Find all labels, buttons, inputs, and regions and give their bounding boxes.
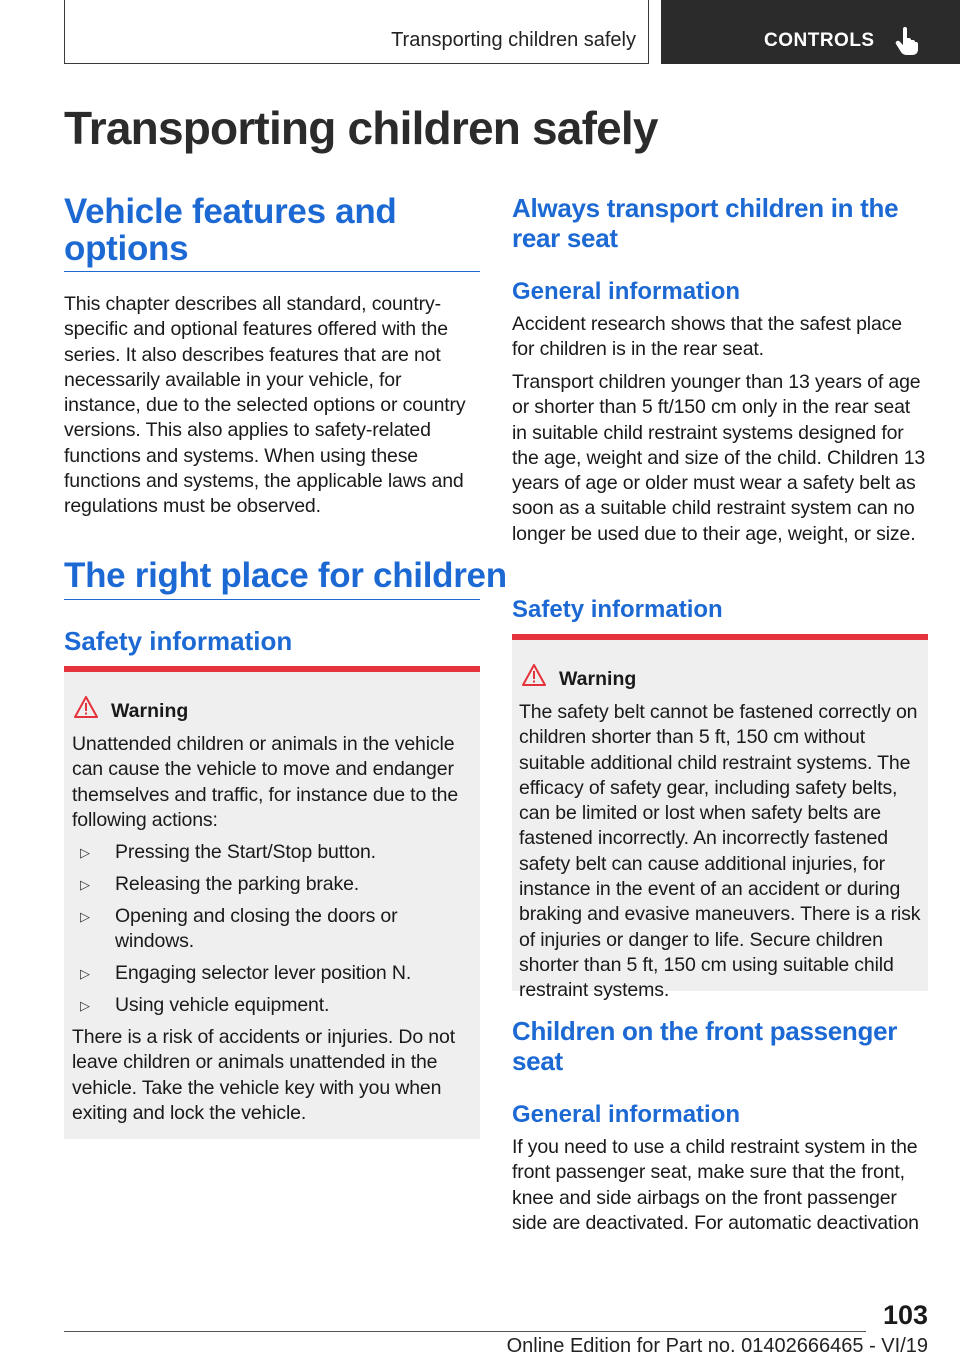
warning-label: Warning bbox=[111, 700, 189, 722]
section-label: CONTROLS bbox=[764, 30, 875, 51]
warning-text: The safety belt cannot be fastened correctly on children shorter than 5 ft, 150 cm without suitable additional child restraint systems. The efficacy of safety gear, including safety belts, can be limited or lost when safety belts are fastened incorrectly. An incorrectly fastened safety belt can cause additional injuries, for instance in the event of an accident or during braking and evasive maneuvers. There is a risk of injuries or danger to life. Secure children shorter than 5 ft, 150 cm using suitable child restraint systems. bbox=[519, 701, 921, 1002]
general-info-heading: General information bbox=[512, 278, 741, 305]
warning-triangle-icon bbox=[74, 696, 98, 718]
warning-intro: Unattended children or animals in the vehicle can cause the vehicle to move and endanger themselves and traffic, for instance due to the following actions: bbox=[72, 733, 459, 831]
vehicle-features-text: This chapter describes all standard, country-specific and optional features offered with the series. It also describes features that are not necessarily available in your vehicle, for instance, due to the selected options or country versions. This also applies to safety-related functions and systems. When using these functions and systems, the applicable laws and regulations must be observed. bbox=[64, 293, 466, 518]
edition-footer: Online Edition for Part no. 01402666465 - VI/19 bbox=[506, 1335, 928, 1357]
warning-outro: There is a risk of accidents or injuries. Do not leave children or animals unattended in the vehicle. Take the vehicle key with you when exiting and lock the vehicle. bbox=[72, 1026, 455, 1124]
triangle-bullet-icon: ▷ bbox=[80, 877, 90, 892]
page-title: Transporting children safely bbox=[64, 102, 658, 154]
rear-seat-heading: Always transport children in the rear seat bbox=[512, 193, 899, 253]
section-rule bbox=[64, 599, 480, 600]
warning-box-right bbox=[512, 634, 928, 1002]
triangle-bullet-icon: ▷ bbox=[80, 998, 90, 1013]
right-place-heading: The right place for children bbox=[64, 556, 507, 595]
list-item: ▷ Engaging selector lever position N. bbox=[80, 961, 480, 987]
warning-triangle-icon bbox=[522, 664, 546, 686]
list-item: ▷ Opening and closing the doors or windows. bbox=[80, 905, 398, 953]
list-item: ▷ Using vehicle equipment. bbox=[80, 993, 480, 1019]
chapter-title: Transporting children safely bbox=[391, 29, 636, 51]
page-number: 103 bbox=[882, 1300, 928, 1330]
safety-info-heading-right: Safety information bbox=[512, 596, 723, 623]
warning-label: Warning bbox=[559, 668, 637, 690]
general-info-heading-2: General information bbox=[512, 1101, 741, 1128]
hand-pointer-icon bbox=[895, 27, 919, 55]
front-seat-heading: Children on the front passenger seat bbox=[512, 1016, 898, 1076]
list-item: ▷ Pressing the Start/Stop button. bbox=[80, 840, 480, 866]
triangle-bullet-icon: ▷ bbox=[80, 845, 90, 860]
vehicle-features-heading: Vehicle features and options bbox=[64, 192, 397, 268]
list-item: ▷ Releasing the parking brake. bbox=[80, 872, 480, 898]
section-rule bbox=[64, 271, 480, 272]
header-chapter-tab bbox=[64, 0, 649, 64]
front-seat-text: If you need to use a child restraint system in the front passenger seat, make sure that the front, knee and side airbags on the front passenger side are deactivated. For automatic deactivation bbox=[512, 1136, 919, 1234]
general-info-p1: Accident research shows that the safest place for children is in the rear seat. bbox=[512, 313, 902, 361]
general-info-p2: Transport children younger than 13 years of age or shorter than 5 ft/150 cm only in the rear seat in suitable child restraint systems designed for the age, weight and size of the child. Children 13 years of age or older must wear a safety belt as soon as a suitable child restraint system can no longer be used due to their age, weight, or size. bbox=[512, 371, 926, 545]
header-section-tab[interactable] bbox=[661, 0, 960, 64]
triangle-bullet-icon: ▷ bbox=[80, 966, 90, 981]
triangle-bullet-icon: ▷ bbox=[80, 909, 90, 924]
safety-info-heading: Safety information bbox=[64, 626, 293, 656]
warning-box bbox=[64, 666, 480, 1139]
footer-rule bbox=[64, 1331, 866, 1332]
